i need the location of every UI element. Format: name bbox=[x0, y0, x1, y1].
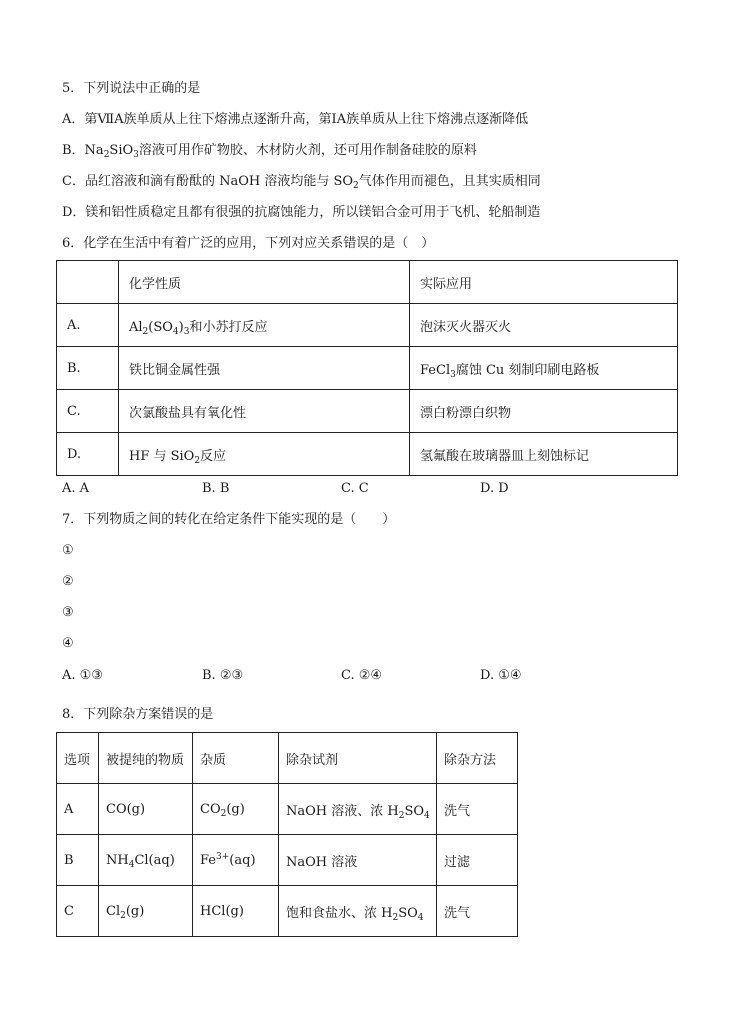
q5-option-c: C．品红溶液和滴有酚酞的 NaOH 溶液均能与 $SO_2$气体作用而褪色，且其实质相同 bbox=[62, 174, 541, 191]
table-cell: $Al_2(SO_4)_3$和小苏打反应 bbox=[119, 304, 410, 347]
table-cell: C bbox=[57, 886, 99, 937]
table-cell: HF 与 SiO$_2$反应 bbox=[119, 433, 410, 476]
table-row bbox=[57, 835, 518, 886]
table-row bbox=[57, 261, 678, 304]
q7-item-4: ④ bbox=[62, 636, 74, 651]
table-header: 选项 bbox=[57, 733, 99, 784]
table-header: 实际应用 bbox=[410, 261, 678, 304]
table-cell: A. bbox=[57, 304, 119, 347]
table-cell: $NH_4Cl(aq)$ bbox=[99, 835, 193, 886]
q6-table bbox=[56, 260, 678, 476]
table-header: 被提纯的物质 bbox=[99, 733, 193, 784]
q8-stem: 8．下列除杂方案错误的是 bbox=[62, 707, 214, 722]
table-cell: 饱和食盐水、浓 $H_2SO_4$ bbox=[279, 886, 437, 937]
table-cell: 洗气 bbox=[437, 886, 518, 937]
table-cell: $Cl_2(g)$ bbox=[99, 886, 193, 937]
table-cell: 漂白粉漂白织物 bbox=[410, 390, 678, 433]
q7-item-2: ② bbox=[62, 574, 74, 589]
table-cell: HCl(g) bbox=[193, 886, 279, 937]
table-cell: 氢氟酸在玻璃器皿上刻蚀标记 bbox=[410, 433, 678, 476]
q8-table bbox=[56, 732, 518, 937]
q7-choice-b[interactable]: B. ②③ bbox=[202, 668, 244, 683]
q5-option-b: B．$Na_2SiO_3$溶液可用作矿物胶、木材防火剂，还可用作制备硅胶的原料 bbox=[62, 143, 477, 160]
table-cell: C. bbox=[57, 390, 119, 433]
table-row bbox=[57, 733, 518, 784]
q5-stem: 5．下列说法中正确的是 bbox=[62, 81, 201, 96]
table-cell: B. bbox=[57, 347, 119, 390]
q6-choice-a[interactable]: A. A bbox=[62, 481, 90, 496]
table-row bbox=[57, 347, 678, 390]
table-row bbox=[57, 304, 678, 347]
table-header: 除杂试剂 bbox=[279, 733, 437, 784]
q7-choice-a[interactable]: A. ①③ bbox=[62, 668, 103, 683]
q7-item-1: ① bbox=[62, 543, 74, 558]
q6-stem: 6．化学在生活中有着广泛的应用，下列对应关系错误的是（ ） bbox=[62, 236, 435, 251]
table-row bbox=[57, 433, 678, 476]
table-cell: NaOH 溶液、浓 $H_2SO_4$ bbox=[279, 784, 437, 835]
table-header: 杂质 bbox=[193, 733, 279, 784]
q7-item-3: ③ bbox=[62, 605, 74, 620]
table-header: 除杂方法 bbox=[437, 733, 518, 784]
table-cell: 泡沫灭火器灭火 bbox=[410, 304, 678, 347]
q7-choice-d[interactable]: D. ①④ bbox=[480, 668, 522, 683]
q5-option-a: A．第ⅦA族单质从上往下熔沸点逐渐升高，第ⅠA族单质从上往下熔沸点逐渐降低 bbox=[62, 112, 529, 127]
table-row bbox=[57, 784, 518, 835]
table-cell: FeCl$_3$腐蚀 Cu 刻制印刷电路板 bbox=[410, 347, 678, 390]
table-row bbox=[57, 886, 518, 937]
table-cell: 次氯酸盐具有氧化性 bbox=[119, 390, 410, 433]
q7-stem: 7．下列物质之间的转化在给定条件下能实现的是（ ） bbox=[62, 512, 396, 527]
table-cell: 过滤 bbox=[437, 835, 518, 886]
table-cell: D. bbox=[57, 433, 119, 476]
q7-choice-c[interactable]: C. ②④ bbox=[341, 668, 383, 683]
q6-choice-b[interactable]: B. B bbox=[202, 481, 230, 496]
q6-choice-d[interactable]: D. D bbox=[480, 481, 509, 496]
table-cell: 洗气 bbox=[437, 784, 518, 835]
table-header: 化学性质 bbox=[119, 261, 410, 304]
table-cell: NaOH 溶液 bbox=[279, 835, 437, 886]
table-cell: B bbox=[57, 835, 99, 886]
table-cell: CO(g) bbox=[99, 784, 193, 835]
table-cell: 铁比铜金属性强 bbox=[119, 347, 410, 390]
q5-option-d: D．镁和铝性质稳定且都有很强的抗腐蚀能力，所以镁铝合金可用于飞机、轮船制造 bbox=[62, 205, 541, 220]
q6-choice-c[interactable]: C. C bbox=[341, 481, 369, 496]
table-cell: $Fe^{3+}(aq)$ bbox=[193, 835, 279, 886]
table-cell: A bbox=[57, 784, 99, 835]
table-row bbox=[57, 390, 678, 433]
table-cell bbox=[57, 261, 119, 304]
table-cell: $CO_2(g)$ bbox=[193, 784, 279, 835]
